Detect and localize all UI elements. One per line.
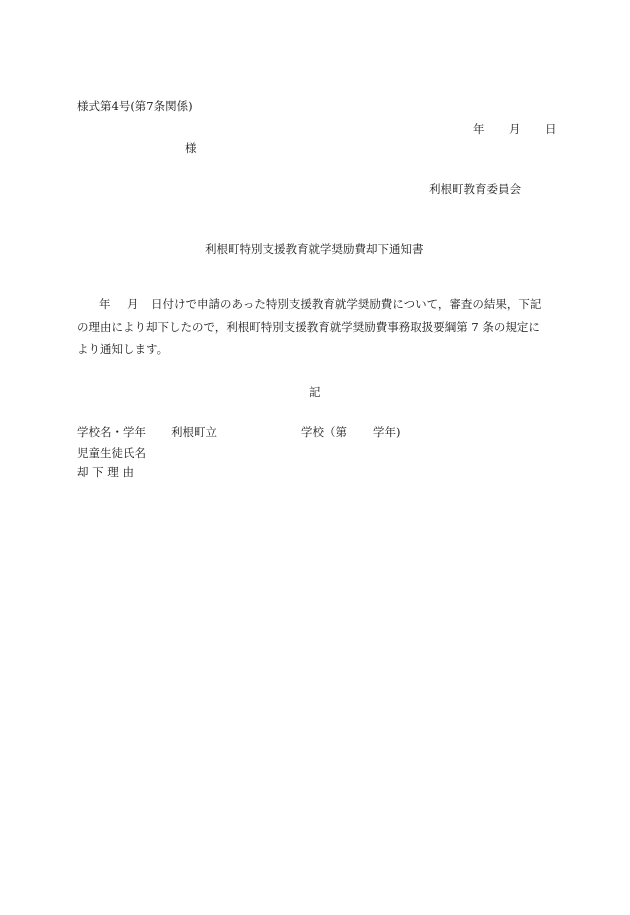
date-day-label: 日	[545, 122, 557, 136]
body-line-1-text: 日付けで申請のあった特別支援教育就学奨励費について，審査の結果，下記	[151, 297, 542, 311]
date-month-label: 月	[509, 122, 521, 136]
school-grade-label: 学校名・学年	[77, 425, 146, 439]
grade-suffix: 学年)	[373, 425, 401, 439]
school-town-prefix: 利根町立	[171, 425, 217, 439]
body-line-2: の理由により却下したので，利根町特別支援教育就学奨励費事務取扱要綱第 7 条の規定に	[77, 319, 540, 334]
recipient-honorific: 様	[185, 141, 197, 155]
school-suffix: 学校（第	[301, 425, 347, 439]
ki-heading: 記	[309, 385, 321, 399]
body-month-label: 月	[127, 297, 139, 311]
notice-body	[77, 293, 555, 361]
document-title: 利根町特別支援教育就学奨励費却下通知書	[205, 242, 424, 256]
body-line-3: より通知します。	[77, 342, 169, 356]
issuer-name: 利根町教育委員会	[429, 182, 521, 196]
rejection-reason-label: 却 下 理 由	[77, 465, 134, 479]
form-number: 様式第4号(第7条関係)	[77, 99, 193, 113]
student-name-label: 児童生徒氏名	[77, 446, 146, 460]
body-year-label: 年	[99, 297, 111, 311]
body-line-1	[77, 293, 555, 316]
date-year-label: 年	[473, 122, 485, 136]
